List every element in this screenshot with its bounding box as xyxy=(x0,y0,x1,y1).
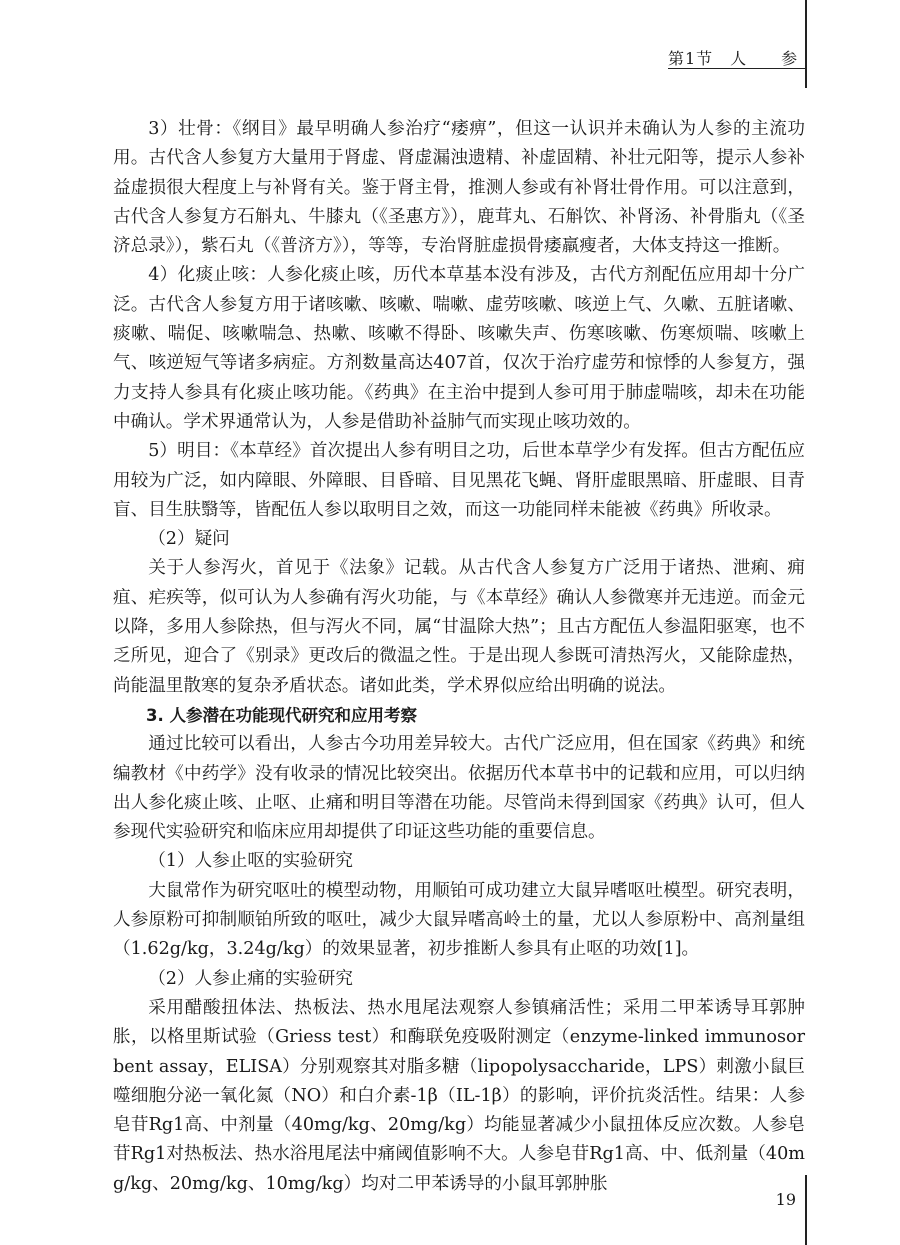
paragraph-analgesic-study: 采用醋酸扭体法、热板法、热水甩尾法观察人参镇痛活性；采用二甲苯诱导耳郭肿胀，以格里斯试验（Griess test）和酶联免疫吸附测定（enzyme-linked immunosorbent assay，ELISA）分别观察其对脂多糖（lipopolysaccharide，LPS）刺激小鼠巨噬细胞分泌一氧化氮（NO）和白介素-1β（IL-1β）的影响，评价抗炎活性。结果：人参皂苷Rg1高、中剂量（40mg/kg、20mg/kg）均能显著减少小鼠扭体反应次数。人参皂苷Rg1对热板法、热水浴甩尾法中痛阈值影响不大。人参皂苷Rg1高、中、低剂量（40mg/kg、20mg/kg、10mg/kg）均对二甲苯诱导的小鼠耳郭肿胀 xyxy=(113,997,805,1194)
paragraph-comparison: 通过比较可以看出，人参古今功用差异较大。古代广泛应用，但在国家《药典》和统编教材《中药学》没有收录的情况比较突出。依据历代本草书中的记载和应用，可以归纳出人参化痰止咳、止呕、止痛和明目等潜在功能。尽管尚未得到国家《药典》认可，但人参现代实验研究和临床应用却提供了印证这些功能的重要信息。 xyxy=(113,734,805,843)
paragraph-purge-fire: 关于人参泻火，首见于《法象》记载。从古代含人参复方广泛用于诸热、泄痢、痈疽、疟疾等，似可认为人参确有泻火功能，与《本草经》确认人参微寒并无违逆。而金元以降，多用人参除热，但与泻火不同，属“甘温除大热”；且古方配伍人参温阳驱寒，也不乏所见，迎合了《别录》更改后的微温之性。于是出现人参既可清热泻火，又能除虚热，尚能温里散寒的复杂矛盾状态。诸如此类，学术界似应给出明确的说法。 xyxy=(113,558,805,696)
paragraph-antiemetic-study: 大鼠常作为研究呕吐的模型动物，用顺铂可成功建立大鼠异嗜呕吐模型。研究表明，人参原粉可抑制顺铂所致的呕吐，减少大鼠异嗜高岭土的量，尤以人参原粉中、高剂量组（1.62g/kg，3.24g/kg）的效果显著，初步推断人参具有止呕的功效[1]。 xyxy=(113,880,805,960)
page-body xyxy=(113,115,805,1199)
page-number: 19 xyxy=(775,1190,796,1209)
paragraph-resolve-phlegm: 4）化痰止咳：人参化痰止咳，历代本草基本没有涉及，古代方剂配伍应用却十分广泛。古代含人参复方用于诸咳嗽、咳嗽、喘嗽、虚劳咳嗽、咳逆上气、久嗽、五脏诸嗽、痰嗽、喘促、咳嗽喘急、热嗽、咳嗽不得卧、咳嗽失声、伤寒咳嗽、伤寒烦喘、咳嗽上气、咳逆短气等诸多病症。方剂数量高达407首，仅次于治疗虚劳和惊悸的人参复方，强力支持人参具有化痰止咳功能。《药典》在主治中提到人参可用于肺虚喘咳，却未在功能中确认。学术界通常认为，人参是借助补益肺气而实现止咳功效的。 xyxy=(113,265,805,432)
footer-vertical-rule xyxy=(805,1175,807,1245)
paragraph-brighten-eyes: 5）明目：《本草经》首次提出人参有明目之功，后世本草学少有发挥。但古方配伍应用较为广泛，如内障眼、外障眼、目昏暗、目见黑花飞蝇、肾肝虚眼黑暗、肝虚眼、目青盲、目生肤翳等，皆配伍人参以取明目之效，而这一功能同样未能被《药典》所收录。 xyxy=(113,441,805,520)
subheading-questions: （2）疑问 xyxy=(148,529,230,550)
subheading-analgesic: （2）人参止痛的实验研究 xyxy=(148,968,353,989)
subheading-antiemetic: （1）人参止呕的实验研究 xyxy=(148,851,353,872)
section-heading-modern-research: 3. 人参潜在功能现代研究和应用考察 xyxy=(146,705,417,725)
running-header: 第1节 人 参 xyxy=(668,49,799,68)
header-vertical-rule xyxy=(805,0,807,88)
paragraph-strengthen-bones: 3）壮骨：《纲目》最早明确人参治疗“痿痹”，但这一认识并未确认为人参的主流功用。古代含人参复方大量用于肾虚、肾虚漏浊遗精、补虚固精、补壮元阳等，提示人参补益虚损很大程度上与补肾有关。鉴于肾主骨，推测人参或有补肾壮骨作用。可以注意到，古代含人参复方石斛丸、牛膝丸（《圣惠方》），鹿茸丸、石斛饮、补肾汤、补骨脂丸（《圣济总录》），紫石丸（《普济方》），等等，专治肾脏虚损骨痿羸瘦者，大体支持这一推断。 xyxy=(113,119,805,257)
